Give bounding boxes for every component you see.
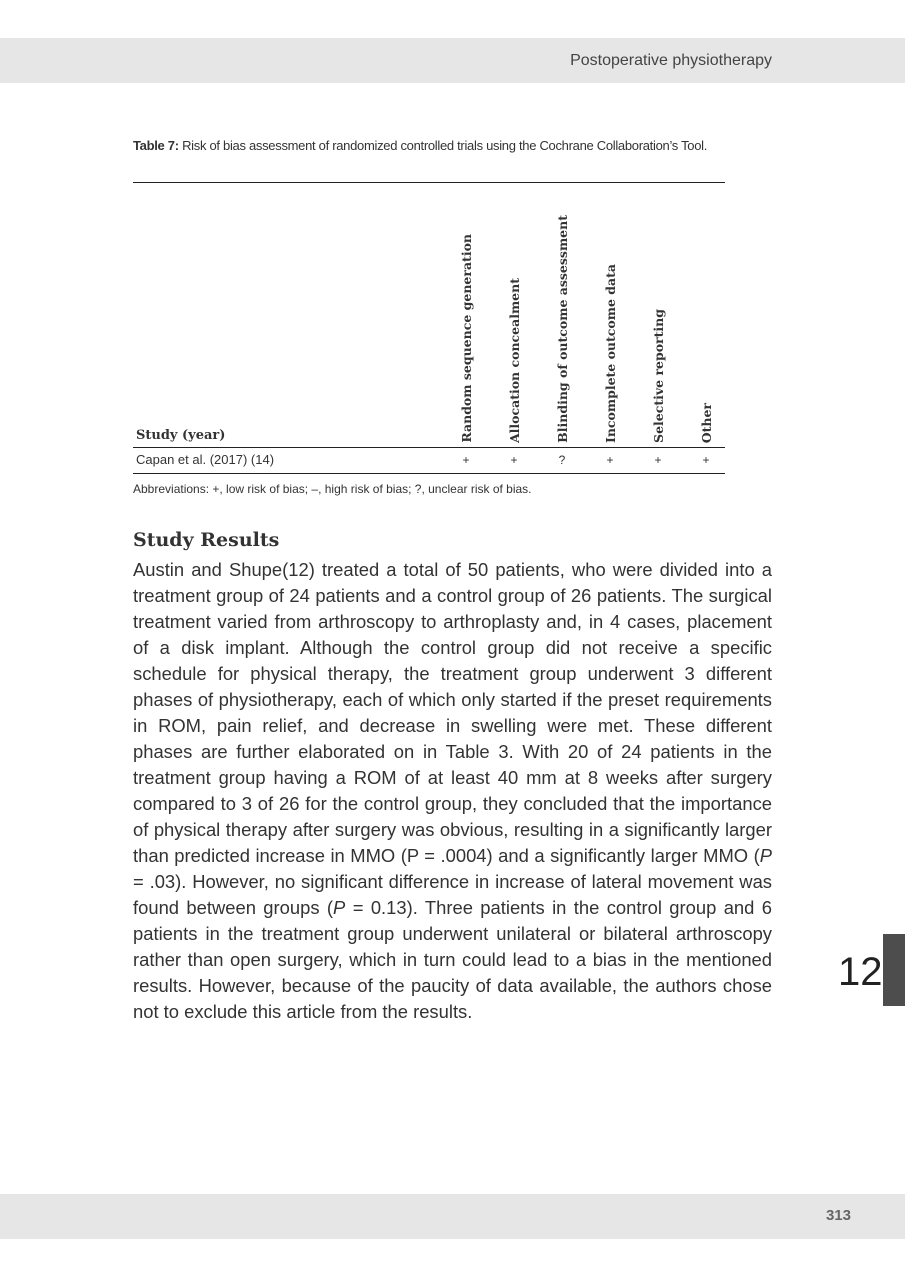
p-value-symbol: P: [333, 897, 346, 918]
column-header-label: Selective reporting: [650, 309, 666, 443]
column-header-label: Incomplete outcome data: [602, 263, 618, 443]
table-caption: [133, 138, 773, 153]
column-header-other: [696, 200, 716, 443]
column-header-blinding: [552, 200, 572, 443]
study-cell: Capan et al. (2017) (14): [136, 452, 275, 467]
table-caption-text: Risk of bias assessment of randomized controlled trials using the Cochrane Collaboration’s Tool.: [178, 138, 708, 153]
column-header-incomplete-data: [600, 200, 620, 443]
body-text-part: Austin and Shupe(12) treated a total of 50 patients, who were divided into a treatment group of 24 patients and a control group of 26 patients. The surgical treatment varied from arthroscopy to arthroplasty and, in 4 cases, placement of a disk implant. Although the control group did not receive a specific schedule for physical therapy, the treatment group underwent 3 different phases of physiotherapy, each of which only started if the preset requirements in ROM, pain relief, and decrease in swelling were met. These different phases are further elaborated on in Table 3. With 20 of 24 patients in the treatment group having a ROM of at least 40 mm at 8 weeks after surgery compared to 3 of 26 for the control group, they concluded that the importance of physical therapy after surgery was obvious, resulting in a significantly larger than predicted increase in MMO (P = .0004) and a significantly larger MMO (: [133, 559, 772, 866]
bias-mark: +: [702, 453, 710, 467]
column-header-label: Random sequence generation: [458, 234, 474, 443]
chapter-tab: [883, 934, 905, 1006]
bias-mark: ?: [558, 453, 566, 467]
section-title: Study Results: [133, 529, 280, 551]
column-header-label: Other: [698, 402, 714, 443]
bias-mark: +: [510, 453, 518, 467]
body-text-part: = 0.13). Three patients in the control group and 6 patients in the treatment group underwent unilateral or bilateral arthroscopy rather than open surgery, which in turn could lead to a bias in the mentioned results. However, because of the paucity of data available, the authors chose not to exclude this article from the results.: [133, 897, 772, 1022]
footer-band: [0, 1194, 905, 1239]
chapter-number: 12: [838, 950, 883, 994]
table-top-rule: [133, 182, 725, 183]
header-band: [0, 38, 905, 83]
table-header-rule: [133, 447, 725, 448]
column-header-random-sequence: [456, 200, 476, 443]
column-header-allocation: [504, 200, 524, 443]
page-number: 313: [825, 1207, 851, 1224]
column-header-label: Blinding of outcome assessment: [554, 215, 570, 443]
table-bottom-rule: [133, 473, 725, 474]
table-caption-label: Table 7:: [133, 138, 179, 153]
column-header-label: Allocation concealment: [506, 277, 522, 443]
column-header-selective-reporting: [648, 200, 668, 443]
body-text-part: = .03). However, no significant difference in increase of lateral movement was found between groups (: [133, 871, 772, 918]
body-paragraph: [133, 557, 772, 1025]
table-abbreviations: Abbreviations: +, low risk of bias; –, high risk of bias; ?, unclear risk of bias.: [133, 482, 532, 496]
bias-mark: +: [462, 453, 470, 467]
study-year-header: Study (year): [136, 428, 226, 443]
bias-mark: +: [654, 453, 662, 467]
p-value-symbol: P: [759, 845, 772, 866]
running-head: Postoperative physiotherapy: [570, 52, 772, 69]
bias-mark: +: [606, 453, 614, 467]
